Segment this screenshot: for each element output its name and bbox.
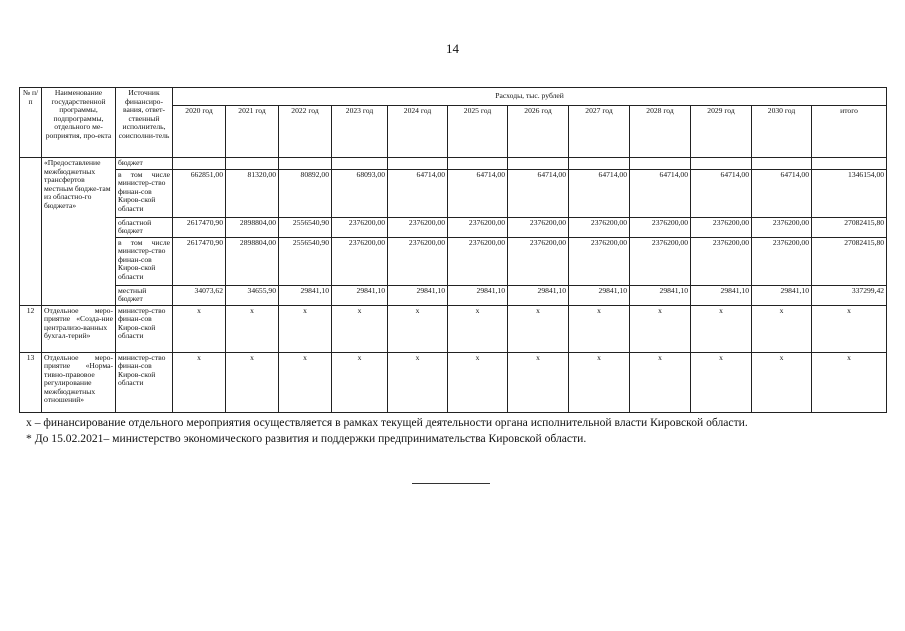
cell-value: 29841,10 — [691, 285, 752, 305]
row-source: министер-ство финан-сов Киров-ской области — [116, 305, 173, 352]
header-year: 2029 год — [691, 106, 752, 158]
cell-value: x — [812, 352, 887, 412]
cell-value — [226, 158, 279, 170]
cell-value: 29841,10 — [279, 285, 332, 305]
header-source: Источник финансиро-вания, ответ-ственный исполнитель, соисполни-тель — [116, 88, 173, 158]
cell-value — [332, 158, 388, 170]
cell-value: 64714,00 — [448, 169, 508, 217]
cell-value — [752, 158, 812, 170]
header-year: 2024 год — [388, 106, 448, 158]
header-year: 2028 год — [630, 106, 691, 158]
budget-table — [19, 87, 887, 413]
cell-value — [812, 158, 887, 170]
header-year: 2022 год — [279, 106, 332, 158]
cell-value: 2898804,00 — [226, 217, 279, 237]
cell-value: 337299,42 — [812, 285, 887, 305]
cell-value: x — [388, 305, 448, 352]
cell-value: 81320,00 — [226, 169, 279, 217]
table-row — [20, 305, 887, 352]
cell-value: 2376200,00 — [448, 217, 508, 237]
row-source: в том числе министер-ство финан-сов Киров-ской области — [116, 237, 173, 285]
cell-value: 662851,00 — [173, 169, 226, 217]
cell-value — [173, 158, 226, 170]
cell-value: 2376200,00 — [388, 217, 448, 237]
cell-value: x — [691, 305, 752, 352]
cell-value: 68093,00 — [332, 169, 388, 217]
page-number: 14 — [446, 41, 459, 56]
cell-value — [630, 158, 691, 170]
cell-value: 2376200,00 — [332, 217, 388, 237]
cell-value: 2376200,00 — [508, 237, 569, 285]
cell-value: 2898804,00 — [226, 237, 279, 285]
cell-value: 29841,10 — [332, 285, 388, 305]
cell-value: 64714,00 — [630, 169, 691, 217]
cell-value: 2376200,00 — [691, 217, 752, 237]
header-num: № п/п — [20, 88, 42, 158]
cell-value — [279, 158, 332, 170]
cell-value: 2556540,90 — [279, 217, 332, 237]
cell-value: 2617470,90 — [173, 217, 226, 237]
cell-value: 64714,00 — [752, 169, 812, 217]
cell-value: 27082415,80 — [812, 237, 887, 285]
row-source: бюджет — [116, 158, 173, 170]
cell-value: 29841,10 — [388, 285, 448, 305]
row-num — [20, 158, 42, 306]
footnote-x: x – финансирование отдельного мероприятия осуществляется в рамках текущей деятельности органа исполнительной власти Кировской области. — [26, 416, 748, 429]
closing-rule — [412, 483, 490, 484]
row-source: в том числе министер-ство финан-сов Киров-ской области — [116, 169, 173, 217]
cell-value: 2376200,00 — [508, 217, 569, 237]
cell-value: x — [508, 305, 569, 352]
table-row — [20, 158, 887, 170]
cell-value: x — [173, 352, 226, 412]
cell-value: x — [508, 352, 569, 412]
row-source: министер-ство финан-сов Киров-ской области — [116, 352, 173, 412]
cell-value: 2556540,90 — [279, 237, 332, 285]
cell-value: 1346154,00 — [812, 169, 887, 217]
table-row — [20, 285, 887, 305]
cell-value — [508, 158, 569, 170]
footnote-star: * До 15.02.2021– министерство экономического развития и поддержки предпринимательства Кировской области. — [26, 432, 587, 445]
row-source: областной бюджет — [116, 217, 173, 237]
cell-value — [448, 158, 508, 170]
cell-value: 34073,62 — [173, 285, 226, 305]
cell-value: 2617470,90 — [173, 237, 226, 285]
cell-value: x — [279, 352, 332, 412]
cell-value: 29841,10 — [752, 285, 812, 305]
cell-value — [569, 158, 630, 170]
cell-value: x — [752, 305, 812, 352]
cell-value: 2376200,00 — [630, 217, 691, 237]
cell-value: x — [226, 352, 279, 412]
cell-value: 64714,00 — [569, 169, 630, 217]
row-name: Отдельное меро-приятие «Норма-тивно-правовое регулирование межбюджетных отношений» — [42, 352, 116, 412]
table-row — [20, 217, 887, 237]
row-name: Отдельное меро-приятие «Созда-ние централизо-ванных бухгал-терий» — [42, 305, 116, 352]
header-year: 2025 год — [448, 106, 508, 158]
table-row — [20, 169, 887, 217]
cell-value — [691, 158, 752, 170]
header-total: итого — [812, 106, 887, 158]
cell-value: 2376200,00 — [569, 237, 630, 285]
cell-value: 27082415,80 — [812, 217, 887, 237]
cell-value: 2376200,00 — [691, 237, 752, 285]
cell-value: 2376200,00 — [752, 237, 812, 285]
row-source: местный бюджет — [116, 285, 173, 305]
header-year: 2021 год — [226, 106, 279, 158]
cell-value: x — [569, 305, 630, 352]
cell-value: x — [279, 305, 332, 352]
table-row — [20, 237, 887, 285]
header-year: 2023 год — [332, 106, 388, 158]
cell-value: 64714,00 — [388, 169, 448, 217]
cell-value: 2376200,00 — [448, 237, 508, 285]
header-name: Наименование государственной программы, подпрограммы, отдельного ме-роприятия, про-екта — [42, 88, 116, 158]
cell-value: 29841,10 — [569, 285, 630, 305]
header-year: 2030 год — [752, 106, 812, 158]
cell-value: 2376200,00 — [388, 237, 448, 285]
cell-value: x — [448, 352, 508, 412]
header-year: 2020 год — [173, 106, 226, 158]
cell-value: 29841,10 — [508, 285, 569, 305]
header-expenses: Расходы, тыс. рублей — [173, 88, 887, 106]
cell-value: 64714,00 — [508, 169, 569, 217]
cell-value: x — [173, 305, 226, 352]
header-year: 2026 год — [508, 106, 569, 158]
cell-value: 34655,90 — [226, 285, 279, 305]
cell-value: 64714,00 — [691, 169, 752, 217]
cell-value: 2376200,00 — [569, 217, 630, 237]
cell-value: x — [569, 352, 630, 412]
cell-value: x — [752, 352, 812, 412]
cell-value: x — [332, 352, 388, 412]
cell-value: x — [332, 305, 388, 352]
cell-value: 29841,10 — [448, 285, 508, 305]
cell-value: x — [630, 352, 691, 412]
cell-value: 2376200,00 — [332, 237, 388, 285]
cell-value: 29841,10 — [630, 285, 691, 305]
cell-value: 2376200,00 — [630, 237, 691, 285]
cell-value — [388, 158, 448, 170]
cell-value: x — [630, 305, 691, 352]
cell-value: x — [448, 305, 508, 352]
table-row — [20, 352, 887, 412]
cell-value: x — [388, 352, 448, 412]
row-num: 12 — [20, 305, 42, 352]
cell-value: 80892,00 — [279, 169, 332, 217]
cell-value: x — [226, 305, 279, 352]
cell-value: x — [812, 305, 887, 352]
row-num: 13 — [20, 352, 42, 412]
cell-value: x — [691, 352, 752, 412]
cell-value: 2376200,00 — [752, 217, 812, 237]
row-name: «Предоставление межбюджетных трансфертов местным бюдже-там из областно-го бюджета» — [42, 158, 116, 306]
header-year: 2027 год — [569, 106, 630, 158]
